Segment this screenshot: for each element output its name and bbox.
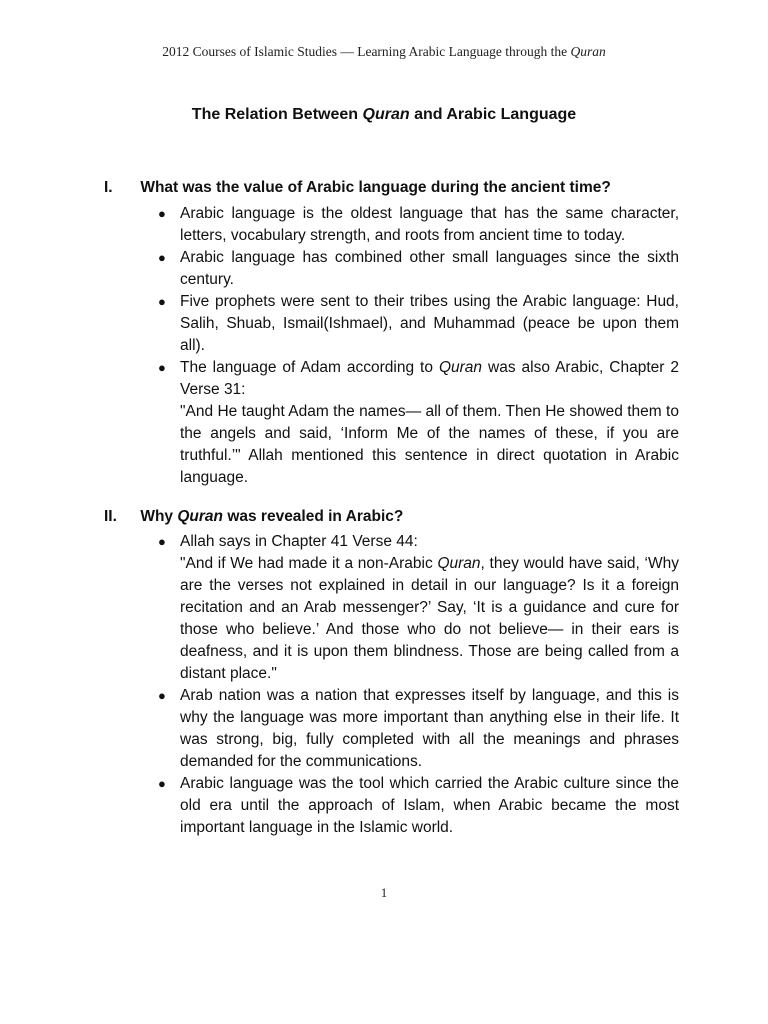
quote-post: , they would have said, ‘Why are the verses not explained in detail in our language? Is it a foreign recitation and an Arab messenger?’ Say, ‘It is a guidance and cure for those who believe.’ And those who do not believe— in their ears is deafness, and it is upon them blindness. Those are being called from a distant place." bbox=[180, 555, 679, 682]
section-2-heading-pre: Why bbox=[140, 508, 174, 525]
title-pre: The Relation Between bbox=[191, 106, 359, 123]
list-item bbox=[156, 773, 679, 839]
header-italic: Quran bbox=[570, 44, 606, 59]
list-item bbox=[156, 203, 679, 247]
title-post: and Arabic Language bbox=[414, 106, 577, 123]
page-number: 1 bbox=[380, 885, 388, 900]
quote-italic: Quran bbox=[437, 555, 481, 572]
title-italic: Quran bbox=[362, 106, 410, 123]
bullet-icon: ● bbox=[158, 688, 166, 703]
section-2-list bbox=[156, 531, 679, 839]
list-item bbox=[156, 357, 679, 489]
bullet-text: Arabic language was the tool which carried the Arabic culture since the old era until the approach of Islam, when Arabic became the most important language in the Islamic world. bbox=[180, 775, 679, 836]
section-1-heading-text: What was the value of Arabic language during the ancient time? bbox=[140, 179, 611, 196]
bullet-quote bbox=[180, 553, 679, 685]
list-item bbox=[156, 685, 679, 773]
bullet-text: Arab nation was a nation that expresses itself by language, and this is why the language was more important than anything else in their life. It was strong, big, fully completed with all the meanings and phrases demanded for the communications. bbox=[180, 687, 679, 770]
section-1-heading bbox=[104, 179, 611, 197]
running-header bbox=[0, 44, 768, 60]
bullet-quote: "And He taught Adam the names— all of them. Then He showed them to the angels and said, ‘Inform Me of the names of these, if you are truthful.’" Allah mentioned this sentence in direct quotation in Arabic language. bbox=[180, 403, 679, 486]
bullet-icon: ● bbox=[158, 534, 166, 549]
bullet-text: Arabic language is the oldest language that has the same character, letters, vocabulary strength, and roots from ancient time to today. bbox=[180, 205, 679, 244]
page-title bbox=[0, 106, 768, 124]
list-item bbox=[156, 291, 679, 357]
header-text: 2012 Courses of Islamic Studies — Learning Arabic Language through the bbox=[162, 44, 568, 59]
section-2-number: II. bbox=[104, 508, 117, 525]
bullet-text: Five prophets were sent to their tribes using the Arabic language: Hud, Salih, Shuab, Ismail(Ishmael), and Muhammad (peace be upon them all). bbox=[180, 293, 679, 354]
section-2-heading-italic: Quran bbox=[177, 508, 223, 525]
list-item bbox=[156, 247, 679, 291]
bullet-icon: ● bbox=[158, 360, 166, 375]
bullet-icon: ● bbox=[158, 250, 166, 265]
bullet-text: Allah says in Chapter 41 Verse 44: bbox=[180, 533, 418, 550]
quote-pre: "And if We had made it a non-Arabic bbox=[180, 555, 433, 572]
list-item bbox=[156, 531, 679, 685]
bullet-italic: Quran bbox=[438, 359, 483, 376]
section-1-list bbox=[156, 203, 679, 489]
bullet-icon: ● bbox=[158, 206, 166, 221]
section-2-heading bbox=[104, 508, 403, 526]
section-1-number: I. bbox=[104, 179, 113, 196]
bullet-text-pre: The language of Adam according to bbox=[180, 359, 433, 376]
bullet-text: Arabic language has combined other small languages since the sixth century. bbox=[180, 249, 679, 288]
bullet-icon: ● bbox=[158, 294, 166, 309]
section-2-heading-post: was revealed in Arabic? bbox=[227, 508, 404, 525]
bullet-text-post: was also Arabic, Chapter 2 Verse 31: bbox=[180, 359, 679, 398]
bullet-icon: ● bbox=[158, 776, 166, 791]
